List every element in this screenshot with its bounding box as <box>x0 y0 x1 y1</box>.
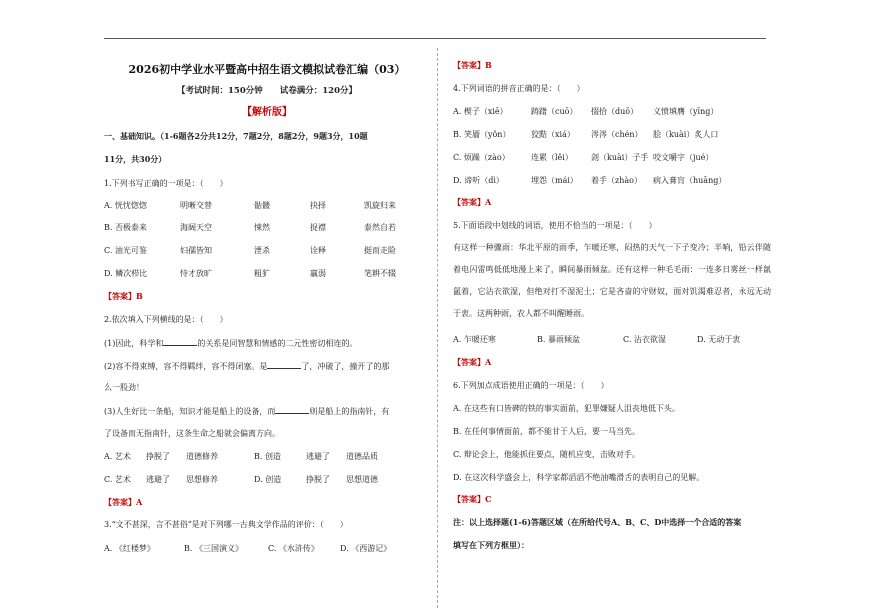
q2-sentence-3-cont: 了设备而无指南针，这条生命之船就会偏离方向。 <box>104 429 280 438</box>
q4-option-c: C. 烦躁（zào） 连累（lěi） 刽（kuài）子手 咬文嚼字（jué） <box>453 153 714 162</box>
q3-options: A. 《红楼梦》 B. 《三国演义》 C. 《水浒传》 D. 《西游记》 <box>104 544 392 553</box>
q2-sentence-1: (1)因此，科学和 的关系是同智慧和情感的二元性密切相连的。 <box>104 339 358 348</box>
q6-option-c: C. 辩论会上，他能抓住要点，随机应变，击败对手。 <box>453 450 640 459</box>
q2-options-cd: C. 艺术 逃避了 思想修养 D. 创造 挣脱了 思想道德 <box>104 475 378 484</box>
q1-option-d: D. 鳞次栉比 恃才放旷 粗犷 羸弱 笔耕不辍 <box>104 269 396 278</box>
q6-option-d: D. 在这次科学盛会上，科学家都滔滔不绝油嘴滑舌的表明自己的见解。 <box>453 473 705 482</box>
page-title: 2026初中学业水平暨高中招生语文模拟试卷汇编（03） <box>128 63 406 76</box>
q6-option-b: B. 在任何事情面前，都不能甘于人后，要一马当先。 <box>453 427 640 436</box>
q6-answer: 【答案】C <box>453 494 492 504</box>
blank-line <box>163 337 197 346</box>
q2-sentence-2-cont: 么一股劲！ <box>104 383 144 392</box>
q4-option-b: B. 笑靥（yǒn） 狡黠（xiá） 涔涔（chén） 脍（kuài）炙人口 <box>453 130 719 139</box>
q1-answer: 【答案】B <box>104 291 143 301</box>
q3-stem: 3.“文不甚深，言不甚俗”是对下列哪一古典文学作品的评价：（ ） <box>104 520 348 529</box>
section-heading: 一、基础知识。（1-6题各2分共12分，7题2分，8题2分，9题3分，10题 <box>104 131 368 141</box>
q5-stem: 5.下面语段中划线的词语，使用不恰当的一项是：（ ） <box>453 221 657 230</box>
q5-options: A. 乍暖还寒 B. 暴雨倾盆 C. 沾衣欲湿 D. 无动于衷 <box>453 335 741 344</box>
blank-line <box>267 360 301 369</box>
q4-answer: 【答案】A <box>453 197 492 207</box>
top-rule <box>104 38 766 39</box>
q2-sentence-3: (3)人生好比一条船，知识才能是船上的设备，而 则是船上的指南针，有 <box>104 407 390 416</box>
q6-option-a: A. 在这些有口皆碑的铁的事实面前，犯罪嫌疑人沮丧地低下头。 <box>453 404 680 413</box>
q1-option-a: A. 恍忧惚惚 明晰交替 骷髅 抉择 凯旋归来 <box>104 201 396 210</box>
section-heading-cont: 11分，共30分） <box>104 154 167 164</box>
q4-option-a: A. 楔子（xiē） 踌躇（cuō） 掇拾（duō） 义愤填膺（yīng） <box>453 107 719 116</box>
column-divider <box>437 48 438 608</box>
answer-note: 注：以上选择题(1-6)答题区域（在所给代号A、B、C、D中选择一个合适的答案 <box>453 517 742 527</box>
parse-label: 【解析版】 <box>242 107 292 118</box>
q2-stem: 2.依次填入下列横线的是：（ ） <box>104 315 228 324</box>
q4-stem: 4.下列词语的拼音正确的是：（ ） <box>453 84 585 93</box>
q5-answer: 【答案】A <box>453 357 492 367</box>
q1-option-b: B. 否极泰来 海阔天空 悚然 捉襟 泰然自若 <box>104 223 396 232</box>
q2-sentence-2: (2)容不得束缚，容不得羁绊，容不得闭塞。是 了，冲破了，撞开了的那 <box>104 362 390 371</box>
blank-line <box>275 405 309 414</box>
q4-option-d: D. 谛听（dì） 埋怨（mái） 着手（zhào） 病入膏肓（huāng） <box>453 176 727 185</box>
q2-options-ab: A. 艺术 挣脱了 道德修养 B. 创造 逃避了 道德品质 <box>104 452 378 461</box>
q6-stem: 6.下列加点成语使用正确的一项是：（ ） <box>453 381 609 390</box>
exam-info: 【考试时间：150分钟 试卷满分：120分】 <box>177 86 357 96</box>
q1-stem: 1.下列书写正确的一项是：（ ） <box>104 179 228 188</box>
answer-note-cont: 填写在下列方框里）： <box>453 540 529 550</box>
q3-answer: 【答案】B <box>453 60 492 70</box>
q5-passage: 有这样一种骤雨：华北平原的雨季，乍暖还寒，闷热的天气一下子变冷；半响，铅云伴随着电闪雷鸣低低地漫上来了，瞬间暴雨倾盆。还有这样一种毛毛雨：一连多日雾丝一样氤氲着，它沾衣欲湿，但绝对打不湿泥土；它是吝啬的守财奴，面对饥渴难忍者，永远无动于衷。这两种雨，农人都不叫醒睡雨。 <box>453 243 771 318</box>
q1-option-c: C. 油光可鉴 妇孺皆知 湮杀 诠释 挺而走险 <box>104 246 396 255</box>
q2-answer: 【答案】A <box>104 497 143 507</box>
